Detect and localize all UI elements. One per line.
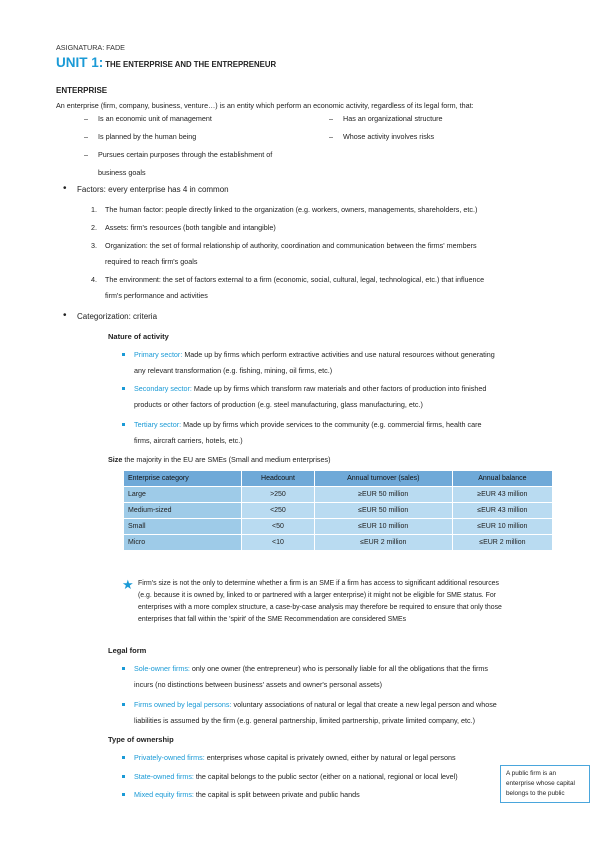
legal-text-continued: incurs (no distinctions between business' assets and owner's personal assets) bbox=[134, 680, 383, 689]
table-cell: >250 bbox=[242, 487, 315, 503]
ownership-item bbox=[134, 750, 494, 766]
sector-name: Primary sector: bbox=[134, 350, 183, 359]
factor-text: Assets: firm's resources (both tangible and intangible) bbox=[105, 223, 276, 232]
enterprise-heading: ENTERPRISE bbox=[56, 86, 108, 95]
factor-text: The human factor: people directly linked to the organization (e.g. workers, owners, managements, shareholders, etc.) bbox=[105, 205, 478, 214]
column-header: Enterprise category bbox=[124, 471, 242, 487]
trait-item-continued: business goals bbox=[98, 168, 146, 177]
ownership-heading: Type of ownership bbox=[108, 735, 174, 744]
factor-number: 2. bbox=[91, 223, 97, 232]
table-row bbox=[124, 487, 553, 503]
table-cell: <50 bbox=[242, 519, 315, 535]
table-cell: Micro bbox=[124, 535, 242, 551]
sector-text: Made up by firms which transform raw materials and other factors of production into finished bbox=[191, 384, 487, 393]
legal-name: Sole-owner firms: bbox=[134, 664, 190, 673]
unit-heading bbox=[56, 55, 276, 70]
sector-text: Made up by firms which perform extractive activities and use natural resources without generating bbox=[182, 350, 495, 359]
sector-name: Secondary sector: bbox=[134, 384, 192, 393]
unit-title: THE ENTERPRISE AND THE ENTREPRENEUR bbox=[105, 60, 277, 69]
table-cell: ≥EUR 50 million bbox=[314, 487, 452, 503]
trait-item: – Has an organizational structure bbox=[343, 110, 442, 128]
legal-text-continued: liabilities is assumed by the firm (e.g. general partnership, limited partnership, private limited company, etc.) bbox=[134, 716, 476, 725]
ownership-text: the capital is split between private and public hands bbox=[193, 790, 360, 799]
ownership-text: enterprises whose capital is privately owned, either by natural or legal persons bbox=[204, 753, 456, 762]
table-cell: Small bbox=[124, 519, 242, 535]
note-line: enterprises with a more complex structure, a case-by-case analysis may therefore be required to ensure that only those bbox=[138, 604, 502, 611]
enterprise-intro: An enterprise (firm, company, business, venture…) is an entity which perform an economic activity, regardless of its legal form, that: bbox=[56, 101, 474, 110]
sector-text: Made up by firms which provide services to the community (e.g. commercial firms, health care bbox=[181, 420, 482, 429]
table-cell: ≤EUR 2 million bbox=[452, 535, 552, 551]
legal-text: only one owner (the entrepreneur) who is personally liable for all the obligations that the firms bbox=[189, 664, 488, 673]
ownership-name: State-owned firms: bbox=[134, 772, 194, 781]
table-cell: ≤EUR 10 million bbox=[452, 519, 552, 535]
table-cell: <10 bbox=[242, 535, 315, 551]
note-line: Firm's size is not the only to determine whether a firm is an SME if a firm has access to significant additional resources bbox=[138, 580, 499, 587]
factor-number: 4. bbox=[91, 275, 97, 284]
table-cell: ≤EUR 43 million bbox=[452, 503, 552, 519]
factor-number: 3. bbox=[91, 241, 97, 250]
factor-text: The environment: the set of factors external to a firm (economic, social, cultural, legal, technological, etc.) that influence bbox=[105, 275, 485, 284]
table-cell: ≤EUR 2 million bbox=[314, 535, 452, 551]
sector-item bbox=[134, 417, 584, 449]
legal-name: Firms owned by legal persons: bbox=[134, 700, 232, 709]
table-cell: <250 bbox=[242, 503, 315, 519]
ownership-name: Privately-owned firms: bbox=[134, 753, 205, 762]
legal-text: voluntary associations of natural or legal that create a new legal person and whose bbox=[231, 700, 497, 709]
table-cell: ≤EUR 10 million bbox=[314, 519, 452, 535]
ownership-item bbox=[134, 787, 494, 803]
nature-heading: Nature of activity bbox=[108, 332, 169, 341]
table-cell: ≤EUR 50 million bbox=[314, 503, 452, 519]
trait-item: – Is planned by the human being bbox=[98, 128, 196, 146]
ownership-text: the capital belongs to the public sector (either on a national, regional or local level) bbox=[193, 772, 458, 781]
column-header: Annual turnover (sales) bbox=[314, 471, 452, 487]
table-row bbox=[124, 535, 553, 551]
factor-item bbox=[91, 238, 555, 270]
table-header-row bbox=[124, 471, 553, 487]
subject-label: ASIGNATURA: FADE bbox=[56, 43, 125, 52]
factor-number: 1. bbox=[91, 205, 97, 214]
factor-text-continued: firm's performance and activities bbox=[105, 291, 208, 300]
unit-number: UNIT 1: bbox=[56, 55, 104, 70]
public-firm-callout: A public firm is an enterprise whose capital belongs to the public bbox=[500, 765, 590, 803]
factor-item bbox=[91, 220, 555, 236]
ownership-item bbox=[134, 769, 494, 785]
sector-text-continued: any relevant transformation (e.g. fishing, mining, oil firms, etc.) bbox=[134, 366, 333, 375]
table-cell: Medium-sized bbox=[124, 503, 242, 519]
note-line: enterprises that fall within the 'spirit' of the SME Recommendation are considered SMEs bbox=[138, 616, 407, 623]
factors-title: • Factors: every enterprise has 4 in common bbox=[77, 185, 229, 194]
factor-item bbox=[91, 272, 555, 304]
star-icon: ★ bbox=[122, 577, 134, 592]
sme-size-table bbox=[123, 470, 553, 551]
sector-item bbox=[134, 347, 584, 379]
legal-form-heading: Legal form bbox=[108, 646, 147, 655]
categorization-title: • Categorization: criteria bbox=[77, 312, 157, 321]
factor-text-continued: required to reach firm's goals bbox=[105, 257, 198, 266]
column-header: Annual balance bbox=[452, 471, 552, 487]
table-row bbox=[124, 519, 553, 535]
table-row bbox=[124, 503, 553, 519]
ownership-name: Mixed equity firms: bbox=[134, 790, 194, 799]
legal-item bbox=[134, 661, 584, 693]
trait-item: – Whose activity involves risks bbox=[343, 128, 434, 146]
size-label: Size bbox=[108, 455, 123, 464]
table-cell: ≥EUR 43 million bbox=[452, 487, 552, 503]
trait-item: – Pursues certain purposes through the establishment of bbox=[98, 146, 272, 164]
sector-text-continued: firms, aircraft carriers, hotels, etc.) bbox=[134, 436, 243, 445]
size-line bbox=[108, 455, 331, 464]
trait-item: – Is an economic unit of management bbox=[98, 110, 212, 128]
factor-item bbox=[91, 202, 555, 218]
table-cell: Large bbox=[124, 487, 242, 503]
sector-text-continued: products or other factors of production (e.g. steel manufacturing, glass manufacturing, etc.) bbox=[134, 400, 423, 409]
sector-name: Tertiary sector: bbox=[134, 420, 182, 429]
note-line: (e.g. because it is owned by, linked to or partnered with a larger enterprise) it might not be eligible for SME status. For bbox=[138, 592, 496, 599]
size-text: the majority in the EU are SMEs (Small and medium enterprises) bbox=[122, 455, 331, 464]
factor-text: Organization: the set of formal relationship of authority, coordination and communication between the firms' members bbox=[105, 241, 477, 250]
legal-item bbox=[134, 697, 584, 729]
sector-item bbox=[134, 381, 584, 413]
column-header: Headcount bbox=[242, 471, 315, 487]
sme-note bbox=[138, 578, 568, 626]
